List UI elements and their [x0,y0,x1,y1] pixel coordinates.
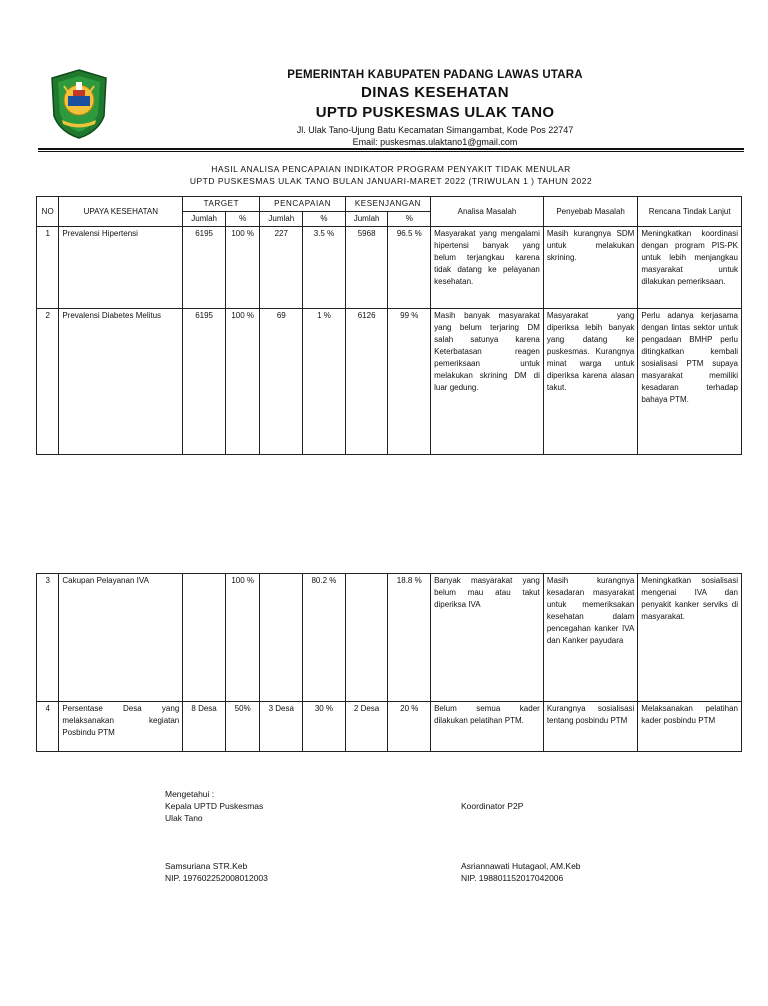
indicator-table-continued [36,573,742,752]
row-pencapaian-jumlah: 3 Desa [260,702,303,752]
table-row [37,702,742,752]
row-penyebab: Masih kurangnya kesadaran masyarakat untuk memeriksakan kesehatan dalam pencegahan kanker IVA dan Kanker payudara [543,574,637,702]
indicator-table [36,196,742,455]
row-penyebab: Masyarakat yang diperiksa lebih banyak yang datang ke puskesmas. Kurangnya minat warga untuk diperiksa karena alasan takut. [543,309,637,455]
row-pencapaian-persen: 80.2 % [303,574,346,702]
signer-left-nip: NIP. 197602252008012003 [165,873,268,883]
row-pencapaian-persen: 3.5 % [303,227,346,309]
row-target-persen: 50% [225,702,260,752]
letterhead-government: PEMERINTAH KABUPATEN PADANG LAWAS UTARA [287,69,583,81]
row-penyebab: Masih kurangnya SDM untuk melakukan skrining. [543,227,637,309]
header-pencapaian: PENCAPAIAN [260,197,345,212]
row-target-jumlah: 8 Desa [183,702,226,752]
row-kesenjangan-persen: 20 % [388,702,431,752]
row-pencapaian-persen: 30 % [303,702,346,752]
row-analisa: Banyak masyarakat yang belum mau atau takut diperiksa IVA [431,574,544,702]
header-target-persen: % [225,212,260,227]
letterhead-divider-thin [38,151,744,152]
row-kesenjangan-jumlah: 5968 [345,227,388,309]
header-target-jumlah: Jumlah [183,212,226,227]
row-target-persen: 100 % [225,574,260,702]
header-analisa: Analisa Masalah [431,197,544,227]
row-rencana: Melaksanakan pelatihan kader posbindu PTM [638,702,742,752]
header-kesenjangan-jumlah: Jumlah [345,212,388,227]
signer-right-role: Koordinator P2P [461,801,524,811]
letterhead-puskesmas: UPTD PUSKESMAS ULAK TANO [315,104,555,121]
row-upaya: Prevalensi Diabetes Melitus [59,309,183,455]
table-row [37,227,742,309]
row-pencapaian-jumlah [260,574,303,702]
row-pencapaian-jumlah: 69 [260,309,303,455]
row-rencana: Meningkatkan koordinasi dengan program PIS-PK untuk lebih menjangkau masyarakat untuk dilakukan pemeriksaan. [638,227,742,309]
row-pencapaian-persen: 1 % [303,309,346,455]
row-analisa: Belum semua kader dilakukan pelatihan PTM. [431,702,544,752]
letterhead-email: Email: puskesmas.ulaktano1@gmail.com [352,137,518,147]
row-kesenjangan-jumlah: 6126 [345,309,388,455]
signer-left-place: Ulak Tano [165,813,203,823]
signer-left-role: Kepala UPTD Puskesmas [165,801,264,811]
row-upaya: Prevalensi Hipertensi [59,227,183,309]
row-penyebab: Kurangnya sosialisasi tentang posbindu PTM [543,702,637,752]
row-upaya: Persentase Desa yang melaksanakan kegiatan Posbindu PTM [59,702,183,752]
row-rencana: Perlu adanya kerjasama dengan lintas sektor untuk pengadaan BMHP perlu ditingkatkan kembali sosialisasi PTM supaya masyarakat memiliki kesadaran terhadap bahaya PTM. [638,309,742,455]
row-kesenjangan-persen: 99 % [388,309,431,455]
acknowledged-label: Mengetahui : [165,789,215,799]
table-row [37,309,742,455]
row-upaya: Cakupan Pelayanan IVA [59,574,183,702]
row-target-jumlah [183,574,226,702]
signature-left-name-block [165,860,268,884]
row-kesenjangan-persen: 18.8 % [388,574,431,702]
district-logo [48,68,110,140]
row-analisa: Masih banyak masyarakat yang belum terjaring DM salah satunya karena Keterbatasan reagen pemeriksaan untuk melakukan skrining DM di luar gedung. [431,309,544,455]
signer-right-nip: NIP. 198801152017042006 [461,873,564,883]
signer-left-name: Samsuriana STR.Keb [165,861,248,871]
row-target-persen: 100 % [225,309,260,455]
letterhead-department: DINAS KESEHATAN [361,84,509,101]
row-kesenjangan-jumlah: 2 Desa [345,702,388,752]
row-target-persen: 100 % [225,227,260,309]
row-no: 3 [37,574,59,702]
row-analisa: Masyarakat yang mengalami hipertensi banyak yang belum terjangkau karena tidak datang ke pelayanan kesehatan. [431,227,544,309]
row-rencana: Meningkatkan sosialisasi mengenai IVA dan penyakit kanker serviks di masyarakat. [638,574,742,702]
header-penyebab: Penyebab Masalah [543,197,637,227]
row-no: 1 [37,227,59,309]
row-target-jumlah: 6195 [183,309,226,455]
report-title: HASIL ANALISA PENCAPAIAN INDIKATOR PROGRAM PENYAKIT TIDAK MENULAR [211,164,571,174]
letterhead-divider [38,148,744,150]
letterhead-address: Jl. Ulak Tano-Ujung Batu Kecamatan Simangambat, Kode Pos 22747 [296,125,574,135]
signature-left-block [165,788,263,824]
row-no: 4 [37,702,59,752]
report-subtitle: UPTD PUSKESMAS ULAK TANO BULAN JANUARI-MARET 2022 (TRIWULAN 1 ) TAHUN 2022 [189,176,593,186]
signer-right-name: Asriannawati Hutagaol, AM.Keb [461,861,581,871]
table-row [37,574,742,702]
row-kesenjangan-persen: 96.5 % [388,227,431,309]
header-pencapaian-persen: % [303,212,346,227]
row-pencapaian-jumlah: 227 [260,227,303,309]
row-no: 2 [37,309,59,455]
header-kesenjangan: KESENJANGAN [345,197,430,212]
signature-right-name-block [461,860,581,884]
header-rencana: Rencana Tindak Lanjut [638,197,742,227]
row-kesenjangan-jumlah [345,574,388,702]
header-upaya: UPAYA KESEHATAN [59,197,183,227]
header-target: TARGET [183,197,260,212]
header-no: NO [37,197,59,227]
header-kesenjangan-persen: % [388,212,431,227]
row-target-jumlah: 6195 [183,227,226,309]
header-pencapaian-jumlah: Jumlah [260,212,303,227]
